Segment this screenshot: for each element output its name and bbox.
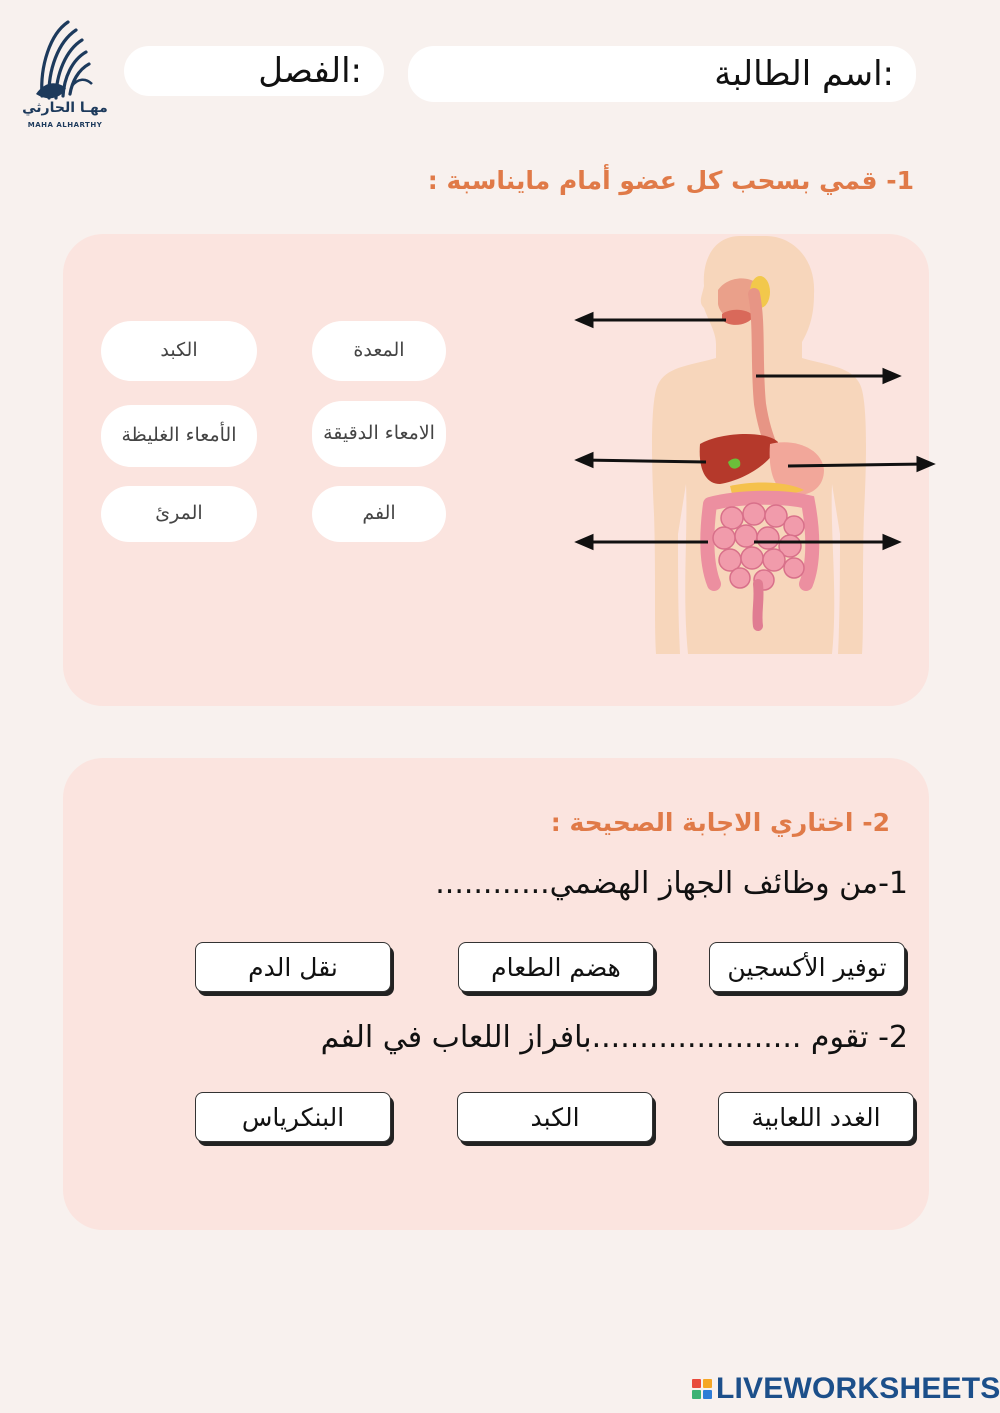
answer-option[interactable]: نقل الدم [195, 942, 391, 992]
student-name-field[interactable] [408, 46, 916, 102]
class-field[interactable] [124, 46, 384, 96]
answer-option[interactable]: البنكرياس [195, 1092, 391, 1142]
draggable-word[interactable]: الفم [312, 486, 446, 542]
draggable-word[interactable]: الامعاء الدقيقة [312, 401, 446, 467]
logo-arabic-name: مهـا الحارثي [22, 100, 108, 116]
class-label: الفصل: [258, 51, 362, 91]
draggable-word[interactable]: الكبد [101, 321, 257, 381]
wing-logo-icon [22, 16, 108, 134]
digestive-system-icon [570, 234, 940, 664]
draggable-word[interactable]: المرئ [101, 486, 257, 542]
draggable-word[interactable]: الأمعاء الغليظة [101, 405, 257, 467]
student-name-label: اسم الطالبة: [714, 54, 894, 94]
answer-option[interactable]: الكبد [457, 1092, 653, 1142]
draggable-word[interactable]: المعدة [312, 321, 446, 381]
question-2-title: 2- اختاري الاجابة الصحيحة : [550, 808, 890, 837]
liveworksheets-logo-icon [692, 1379, 712, 1399]
answer-option[interactable]: الغدد اللعابية [718, 1092, 914, 1142]
answer-option[interactable]: هضم الطعام [458, 942, 654, 992]
answer-option[interactable]: توفير الأكسجين [709, 942, 905, 992]
question-2-1-text: 1-من وظائف الجهاز الهضمي............ [435, 866, 908, 901]
question-1-title: 1- قمي بسحب كل عضو أمام مايناسبة : [427, 166, 914, 195]
logo-english-name: MAHA ALHARTHY [27, 121, 103, 129]
liveworksheets-brand[interactable] [692, 1372, 1000, 1406]
liveworksheets-text: LIVEWORKSHEETS [716, 1372, 1000, 1405]
question-2-2-text: 2- تقوم ......................بافراز اللعاب في الفم [320, 1020, 908, 1055]
